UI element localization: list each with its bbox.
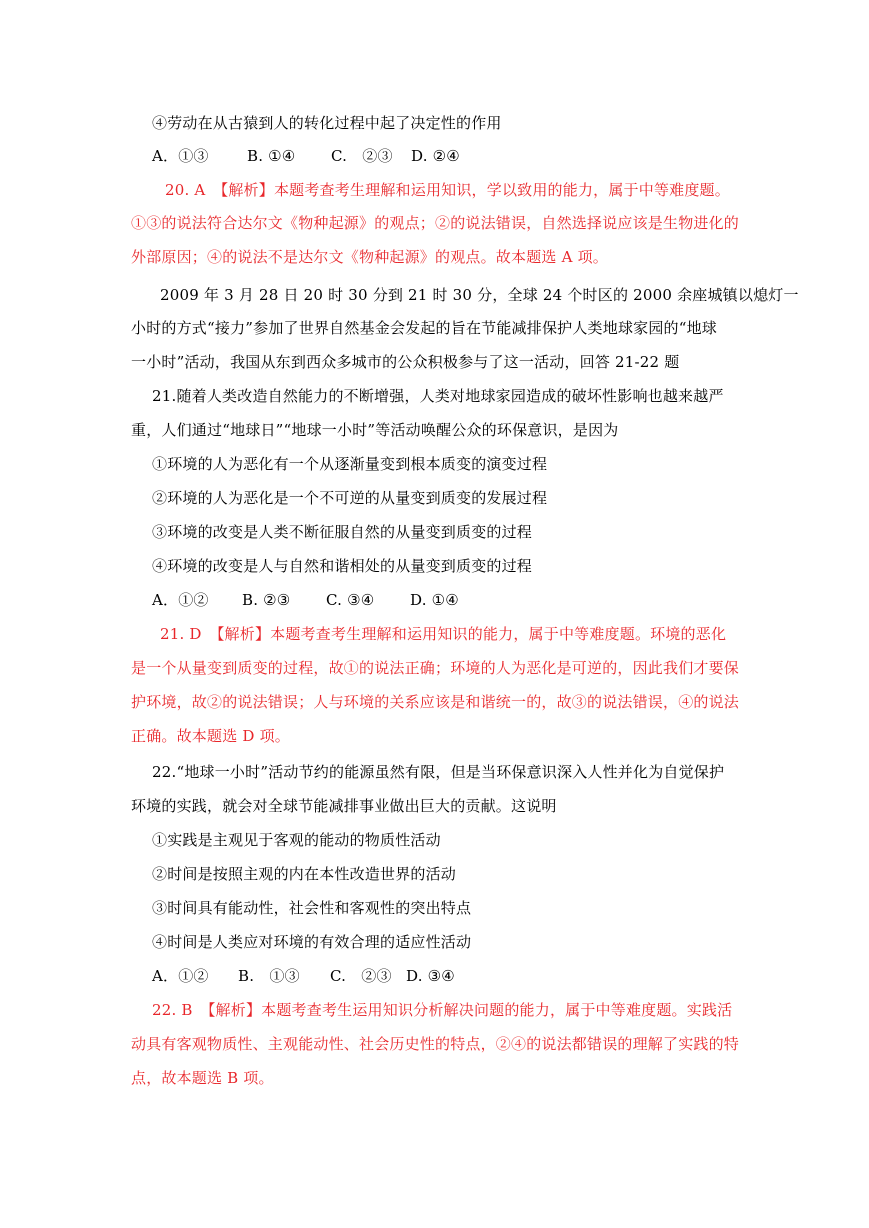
q22-choices	[152, 966, 455, 986]
q22-choice-b: B. ①③	[238, 967, 300, 985]
q22-choice-a: A．①②	[152, 967, 209, 985]
q20-answer-line-3: 外部原因；④的说法不是达尔文《物种起源》的观点。故本题选 A 项。	[131, 248, 608, 266]
q21-choices	[152, 590, 459, 610]
q20-answer-line-1: 20. A 【解析】本题考查考生理解和运用知识，学以致用的能力，属于中等难度题。	[165, 181, 730, 199]
q21-option-1: ①环境的人为恶化有一个从逐渐量变到根本质变的演变过程	[152, 455, 548, 473]
q21-stem-line-1: 21.随着人类改造自然能力的不断增强，人类对地球家园造成的破坏性影响也越来越严	[152, 387, 724, 405]
q21-choice-c: C. ③④	[326, 591, 375, 609]
q22-stem-line-1: 22.“地球一小时”活动节约的能源虽然有限，但是当环保意识深入人性并化为自觉保护	[152, 763, 725, 781]
q22-answer-line-1: 22. B 【解析】本题考查考生运用知识分析解决问题的能力，属于中等难度题。实践活	[152, 1001, 733, 1019]
q21-option-4: ④环境的改变是人与自然和谐相处的从量变到质变的过程	[152, 557, 533, 575]
q22-stem-line-2: 环境的实践，就会对全球节能减排事业做出巨大的贡献。这说明	[131, 797, 557, 815]
q20-option-4: ④劳动在从古猿到人的转化过程中起了决定性的作用	[152, 114, 502, 132]
q20-choice-c: C. ②③	[331, 147, 393, 165]
q22-answer-line-3: 点，故本题选 B 项。	[131, 1069, 274, 1087]
q22-option-4: ④时间是人类应对环境的有效合理的适应性活动	[152, 933, 472, 951]
q20-answer-line-2: ①③的说法符合达尔文《物种起源》的观点；②的说法错误，自然选择说应该是生物进化的	[131, 214, 740, 232]
q22-answer-line-2: 动具有客观物质性、主观能动性、社会历史性的特点，②④的说法都错误的理解了实践的特	[131, 1035, 740, 1053]
q21-choice-a: A．①②	[152, 591, 209, 609]
passage-line-1: 2009 年 3 月 28 日 20 时 30 分到 21 时 30 分，全球 24 个时区的 2000 余座城镇以熄灯一	[160, 286, 799, 304]
q21-stem-line-2: 重，人们通过“地球日”“地球一小时”等活动唤醒公众的环保意识，是因为	[131, 421, 619, 439]
q22-option-2: ②时间是按照主观的内在本性改造世界的活动	[152, 865, 457, 883]
q21-option-2: ②环境的人为恶化是一个不可逆的从量变到质变的发展过程	[152, 489, 548, 507]
q20-choice-b: B. ①④	[247, 147, 296, 165]
q20-choice-a: A．①③	[152, 147, 209, 165]
passage-line-3: 一小时”活动，我国从东到西众多城市的公众积极参与了这一活动，回答 21-22 题	[131, 353, 680, 371]
q22-option-3: ③时间具有能动性，社会性和客观性的突出特点	[152, 899, 472, 917]
q21-option-3: ③环境的改变是人类不断征服自然的从量变到质变的过程	[152, 523, 533, 541]
q20-choice-d: D. ②④	[411, 147, 460, 165]
q21-choice-d: D. ①④	[410, 591, 459, 609]
q21-answer-line-3: 护环境，故②的说法错误；人与环境的关系应该是和谐统一的，故③的说法错误，④的说法	[131, 693, 740, 711]
q21-choice-b: B. ②③	[242, 591, 291, 609]
q20-choices	[152, 146, 460, 166]
q21-answer-line-4: 正确。故本题选 D 项。	[131, 727, 290, 745]
q22-choice-c: C. ②③	[330, 967, 392, 985]
passage-line-2: 小时的方式“接力”参加了世界自然基金会发起的旨在节能减排保护人类地球家园的“地球	[131, 319, 718, 337]
q21-answer-line-2: 是一个从量变到质变的过程，故①的说法正确；环境的人为恶化是可逆的，因此我们才要保	[131, 659, 740, 677]
q22-option-1: ①实践是主观见于客观的能动的物质性活动	[152, 831, 441, 849]
q22-choice-d: D. ③④	[406, 967, 455, 985]
q21-answer-line-1: 21. D 【解析】本题考查考生理解和运用知识的能力，属于中等难度题。环境的恶化	[160, 625, 727, 643]
